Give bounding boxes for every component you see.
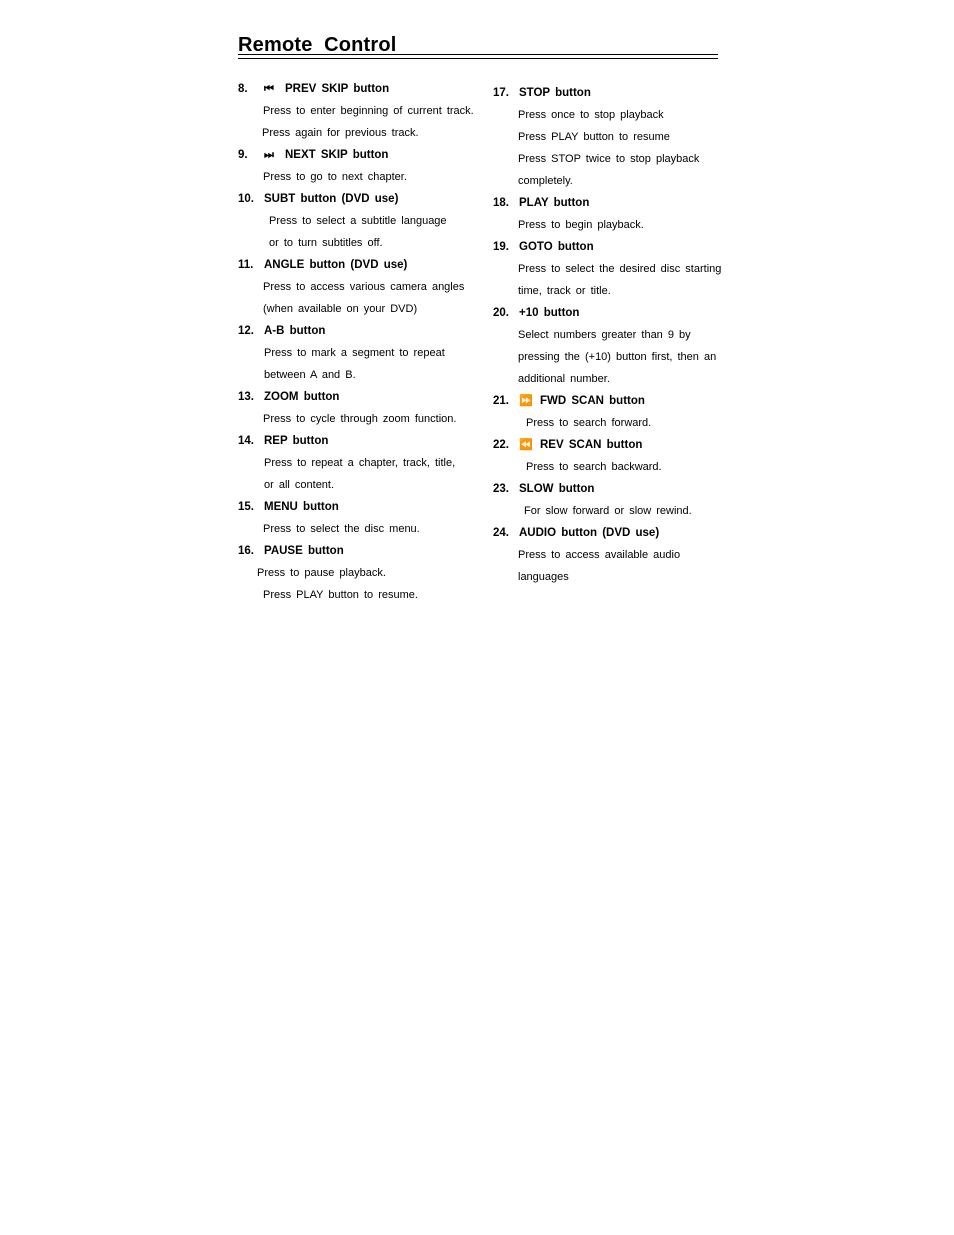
item-description: Select numbers greater than 9 by: [518, 329, 691, 341]
item-stop: [493, 82, 721, 192]
item-rep: [238, 430, 468, 496]
item-number: 10.: [238, 193, 254, 205]
item-description: completely.: [518, 175, 573, 187]
item-description: time, track or title.: [518, 285, 611, 297]
item-label: GOTO button: [519, 241, 594, 253]
item-heading: [493, 522, 721, 544]
item-description: Press once to stop playback: [518, 109, 664, 121]
item-description: additional number.: [518, 373, 610, 385]
item-heading: [238, 386, 468, 408]
item-number: 22.: [493, 439, 509, 451]
item-label: REP button: [264, 435, 329, 447]
item-label: ANGLE button (DVD use): [264, 259, 408, 271]
item-number: 11.: [238, 259, 254, 271]
item-slow: [493, 478, 721, 522]
item-description: languages: [518, 571, 569, 583]
item-label: A-B button: [264, 325, 326, 337]
item-description: Press to select a subtitle language: [269, 215, 447, 227]
item-label: SUBT button (DVD use): [264, 193, 399, 205]
item-number: 8.: [238, 83, 248, 95]
item-label: ZOOM button: [264, 391, 340, 403]
item-label: SLOW button: [519, 483, 595, 495]
item-number: 15.: [238, 501, 254, 513]
item-label: PAUSE button: [264, 545, 344, 557]
item-heading: [238, 188, 468, 210]
item-label: FWD SCAN button: [540, 395, 645, 407]
item-heading: [493, 82, 721, 104]
item-heading: [493, 236, 721, 258]
item-description: Press again for previous track.: [262, 127, 419, 139]
item-number: 21.: [493, 395, 509, 407]
item-heading: [238, 78, 468, 100]
item-label: REV SCAN button: [540, 439, 643, 451]
right-column: [493, 82, 721, 588]
item-description: Press to search backward.: [526, 461, 662, 473]
left-column: [238, 78, 474, 606]
item-number: 12.: [238, 325, 254, 337]
item-heading: [238, 254, 468, 276]
item-heading: [238, 430, 468, 452]
item-description: pressing the (+10) button first, then an: [518, 351, 717, 363]
item-description: Press to select the disc menu.: [263, 523, 420, 535]
item-description: Press to access various camera angles: [263, 281, 465, 293]
item-description: Press to access available audio: [518, 549, 681, 561]
item-description: Press STOP twice to stop playback: [518, 153, 700, 165]
item-goto: [493, 236, 721, 302]
item-label: MENU button: [264, 501, 339, 513]
item-label: NEXT SKIP button: [285, 149, 389, 161]
item-heading: [238, 144, 468, 166]
item-description: Press to mark a segment to repeat: [264, 347, 445, 359]
item-number: 17.: [493, 87, 509, 99]
item-heading: [493, 434, 721, 456]
item-number: 16.: [238, 545, 254, 557]
item-label: +10 button: [519, 307, 580, 319]
item-label: PREV SKIP button: [285, 83, 390, 95]
item-description: Press to begin playback.: [518, 219, 644, 231]
item-heading: [238, 496, 468, 518]
item-description: Press to pause playback.: [257, 567, 386, 579]
page-title: Remote Control: [238, 34, 397, 56]
item-description: Press to cycle through zoom function.: [263, 413, 457, 425]
item-description: Press to enter beginning of current track.: [263, 105, 474, 117]
item-zoom: [238, 386, 468, 430]
item-pause: [238, 540, 468, 606]
item-description: Press to select the desired disc starting: [518, 263, 722, 275]
item-description: Press PLAY button to resume: [518, 131, 670, 143]
item-number: 24.: [493, 527, 509, 539]
item-number: 9.: [238, 149, 248, 161]
item-description: (when available on your DVD): [263, 303, 418, 315]
item-number: 20.: [493, 307, 509, 319]
item-heading: [493, 302, 721, 324]
item-number: 13.: [238, 391, 254, 403]
item-subt: [238, 188, 468, 254]
item-rev-scan: [493, 434, 721, 478]
item-description: or to turn subtitles off.: [269, 237, 383, 249]
item-number: 19.: [493, 241, 509, 253]
item-description: Press to go to next chapter.: [263, 171, 407, 183]
item-heading: [238, 540, 468, 562]
item-label: PLAY button: [519, 197, 590, 209]
item-next-skip: [238, 144, 468, 188]
item-description: between A and B.: [264, 369, 356, 381]
item-label: STOP button: [519, 87, 591, 99]
item-description: Press to search forward.: [526, 417, 652, 429]
item-description: or all content.: [264, 479, 335, 491]
item-heading: [493, 390, 721, 412]
fwd-scan-icon: ⏩: [519, 395, 533, 407]
next-skip-icon: ⏭: [264, 149, 274, 161]
item-description: For slow forward or slow rewind.: [524, 505, 692, 517]
item-angle: [238, 254, 468, 320]
item-heading: [493, 478, 721, 500]
item-heading: [493, 192, 721, 214]
item-menu: [238, 496, 468, 540]
item-plus-10: [493, 302, 721, 390]
title-underline: [238, 54, 718, 59]
item-description: Press PLAY button to resume.: [263, 589, 418, 601]
item-prev-skip: [238, 78, 474, 144]
item-fwd-scan: [493, 390, 721, 434]
item-a-b: [238, 320, 468, 386]
item-description: Press to repeat a chapter, track, title,: [264, 457, 456, 469]
item-audio: [493, 522, 721, 588]
item-label: AUDIO button (DVD use): [519, 527, 660, 539]
item-number: 14.: [238, 435, 254, 447]
item-number: 18.: [493, 197, 509, 209]
item-play: [493, 192, 721, 236]
rev-scan-icon: ⏪: [519, 439, 533, 451]
prev-skip-icon: ⏮: [264, 83, 274, 95]
item-number: 23.: [493, 483, 509, 495]
item-heading: [238, 320, 468, 342]
